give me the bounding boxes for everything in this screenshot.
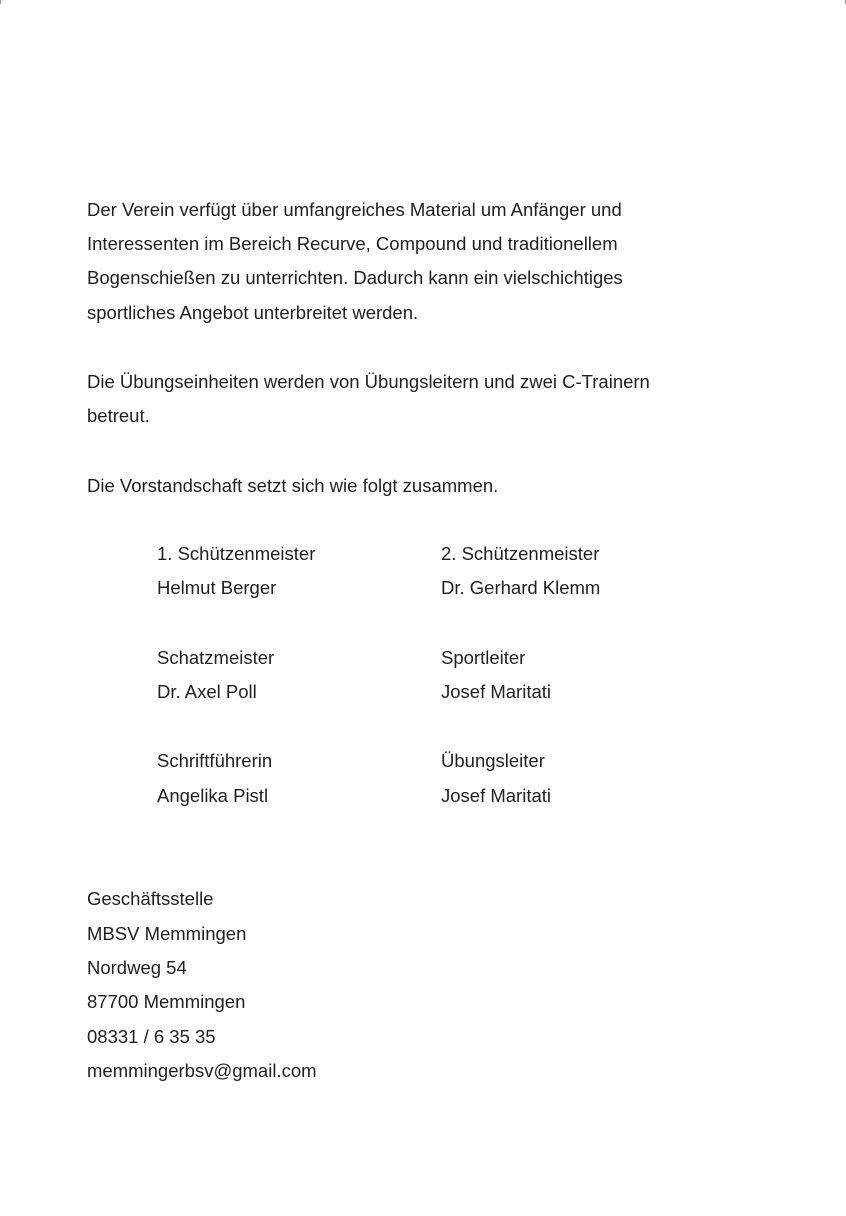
board-role: 2. Schützenmeister	[441, 543, 600, 564]
intro-line: Bogenschießen zu unterrichten. Dadurch kann ein vielschichtiges	[87, 267, 623, 288]
board-role: Sportleiter	[441, 647, 526, 668]
page-corner-mark	[0, 0, 1, 4]
training-line: Die Übungseinheiten werden von Übungsleitern und zwei C-Trainern	[87, 371, 650, 392]
board-name: Dr. Gerhard Klemm	[441, 577, 601, 598]
board-role: 1. Schützenmeister	[157, 543, 316, 564]
board-role: Schriftführerin	[157, 750, 273, 771]
board-name: Josef Maritati	[441, 785, 552, 806]
board-name: Helmut Berger	[157, 577, 277, 598]
board-name: Dr. Axel Poll	[157, 681, 257, 702]
board-intro: Die Vorstandschaft setzt sich wie folgt zusammen.	[87, 475, 499, 496]
office-street: Nordweg 54	[87, 957, 187, 978]
board-name: Angelika Pistl	[157, 785, 269, 806]
training-line: betreut.	[87, 405, 150, 426]
office-city: 87700 Memmingen	[87, 991, 246, 1012]
intro-line: Der Verein verfügt über umfangreiches Material um Anfänger und	[87, 199, 622, 220]
office-org: MBSV Memmingen	[87, 923, 247, 944]
intro-line: sportliches Angebot unterbreitet werden.	[87, 302, 419, 323]
board-role: Schatzmeister	[157, 647, 275, 668]
board-name: Josef Maritati	[441, 681, 552, 702]
office-heading: Geschäftsstelle	[87, 888, 214, 909]
intro-line: Interessenten im Bereich Recurve, Compound und traditionellem	[87, 233, 618, 254]
office-phone: 08331 / 6 35 35	[87, 1026, 216, 1047]
board-role: Übungsleiter	[441, 750, 545, 771]
office-email: memmingerbsv@gmail.com	[87, 1060, 317, 1081]
